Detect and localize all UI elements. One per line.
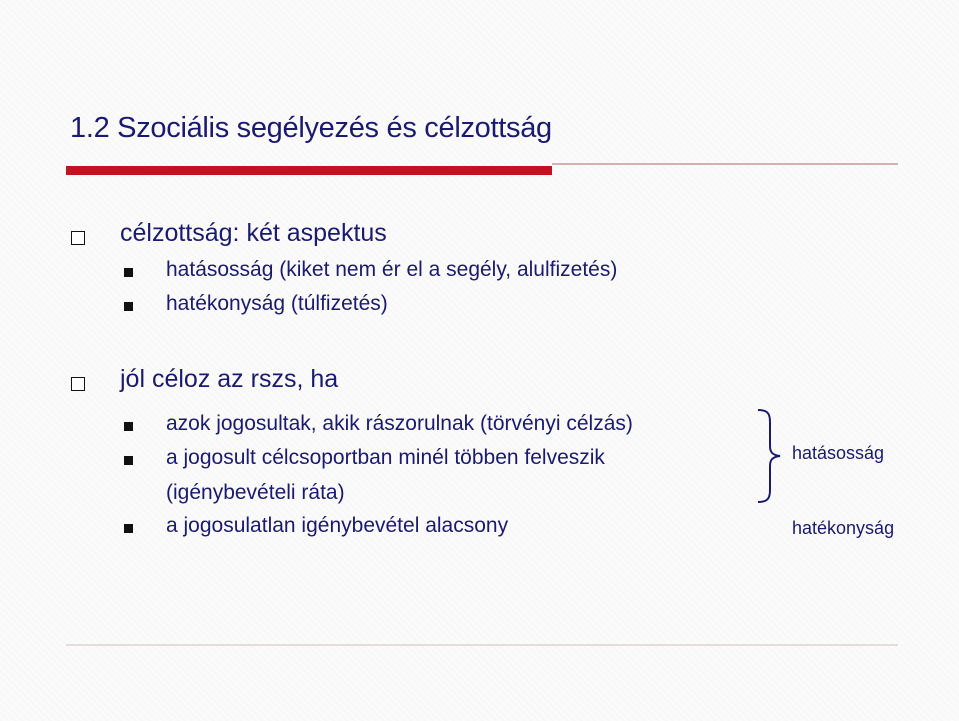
hollow-square-bullet-icon (71, 231, 85, 245)
title-underline-rule (552, 163, 898, 165)
list-item: a jogosult célcsoportban minél többen felveszik (166, 446, 605, 469)
filled-square-bullet-icon (124, 268, 133, 277)
section-heading-good-targeting: jól céloz az rszs, ha (120, 365, 339, 393)
list-item: azok jogosultak, akik rászorulnak (törvényi célzás) (166, 412, 633, 435)
filled-square-bullet-icon (124, 524, 133, 533)
filled-square-bullet-icon (124, 302, 133, 311)
filled-square-bullet-icon (124, 422, 133, 431)
hollow-square-bullet-icon (71, 377, 85, 391)
slide-title: 1.2 Szociális segélyezés és célzottság (70, 112, 552, 144)
side-label-effectiveness: hatásosság (792, 443, 885, 463)
list-item: hatékonyság (túlfizetés) (166, 292, 388, 315)
curly-brace-icon (754, 408, 784, 504)
section-heading-targeting: célzottság: két aspektus (120, 219, 387, 247)
list-item-continuation: (igénybevételi ráta) (166, 481, 345, 504)
title-underline-accent (66, 166, 552, 175)
side-label-efficiency: hatékonyság (792, 518, 895, 538)
footer-rule (66, 644, 898, 646)
filled-square-bullet-icon (124, 456, 133, 465)
list-item: a jogosulatlan igénybevétel alacsony (166, 514, 509, 537)
list-item: hatásosság (kiket nem ér el a segély, alulfizetés) (166, 258, 618, 281)
